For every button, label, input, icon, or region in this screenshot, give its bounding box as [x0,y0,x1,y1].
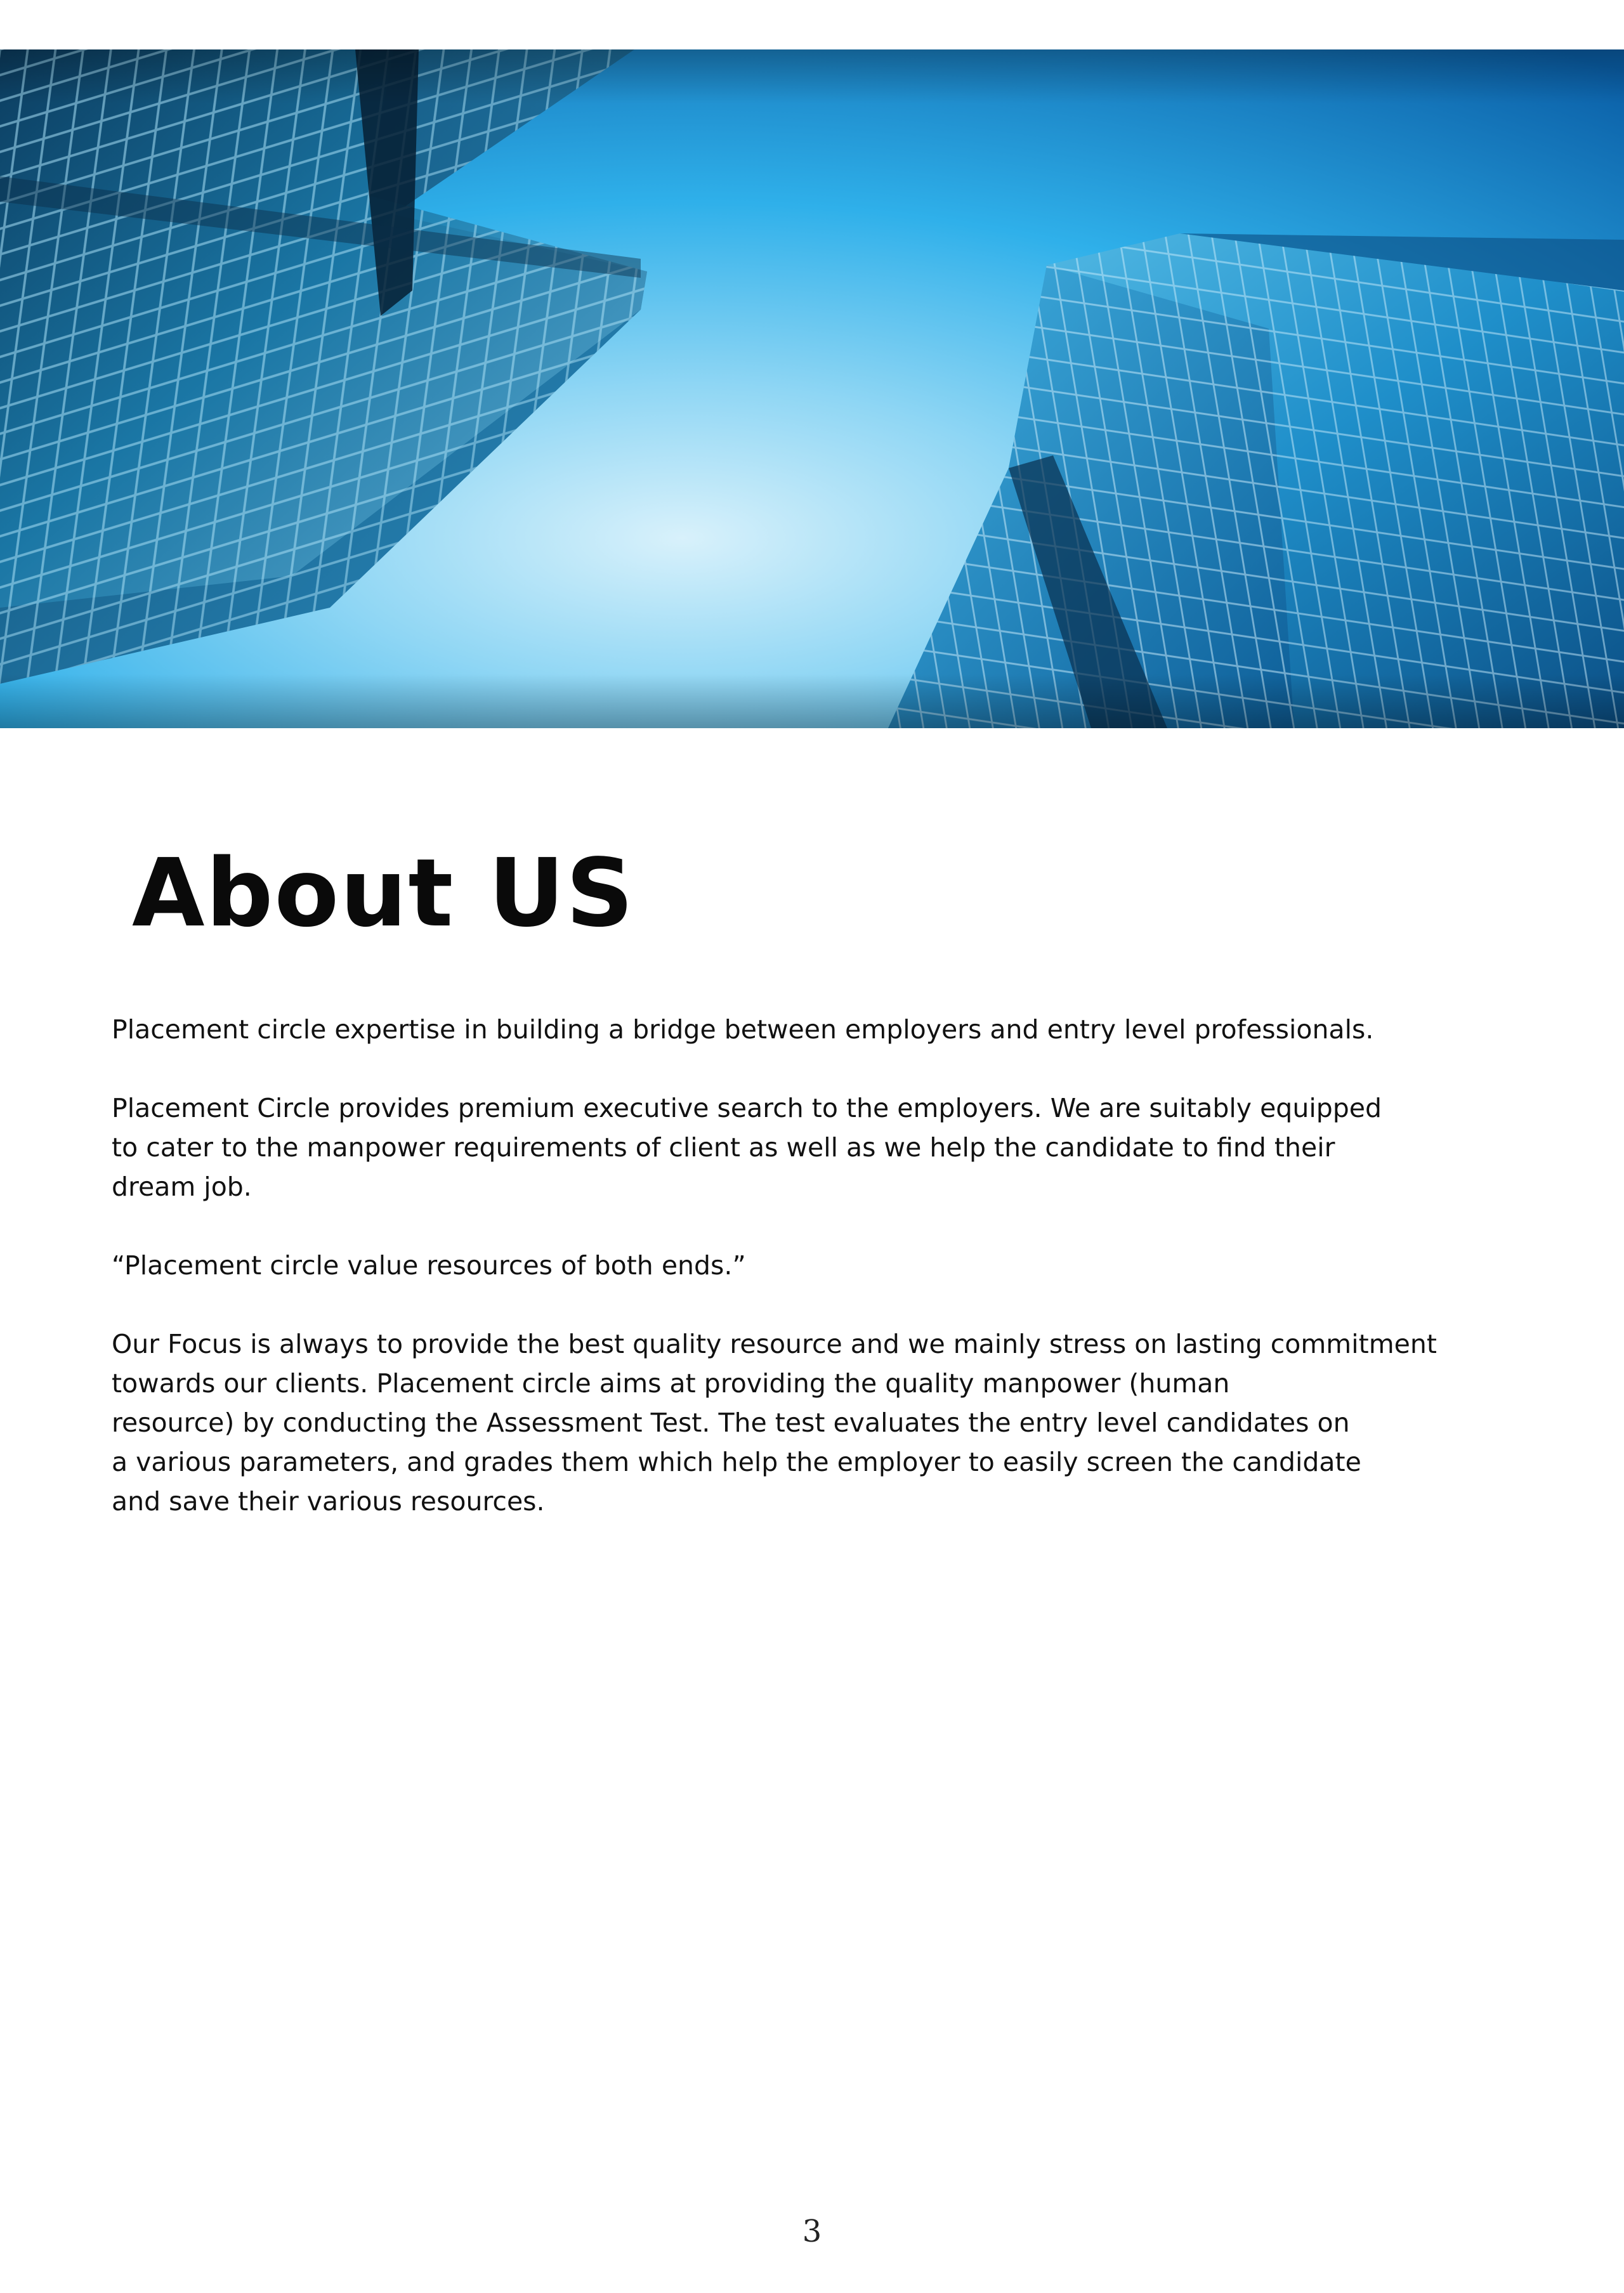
text-line: “Placement circle value resources of both ends.” [112,1250,746,1281]
text-line: Placement Circle provides premium executive search to the employers. We are suitably equipped [112,1093,1382,1123]
page-title: About US [132,839,635,948]
page-number: 3 [802,2214,822,2249]
hero-skyscraper-image [0,49,1624,728]
text-line: resource) by conducting the Assessment Test. The test evaluates the entry level candidates on [112,1408,1350,1438]
paragraph-intro [112,1010,1507,1049]
text-line: and save their various resources. [112,1486,545,1517]
text-line: towards our clients. Placement circle aims at providing the quality manpower (human [112,1368,1230,1399]
text-line: a various parameters, and grades them which help the employer to easily screen the candidate [112,1447,1361,1477]
text-line: Placement circle expertise in building a bridge between employers and entry level professionals. [112,1014,1374,1045]
about-body [112,1010,1507,1560]
paragraph-services [112,1088,1507,1206]
text-line: dream job. [112,1172,252,1202]
text-line: Our Focus is always to provide the best quality resource and we mainly stress on lasting commitment [112,1329,1437,1359]
paragraph-focus [112,1324,1507,1521]
text-line: to cater to the manpower requirements of client as well as we help the candidate to find their [112,1132,1335,1163]
paragraph-quote [112,1246,1507,1285]
